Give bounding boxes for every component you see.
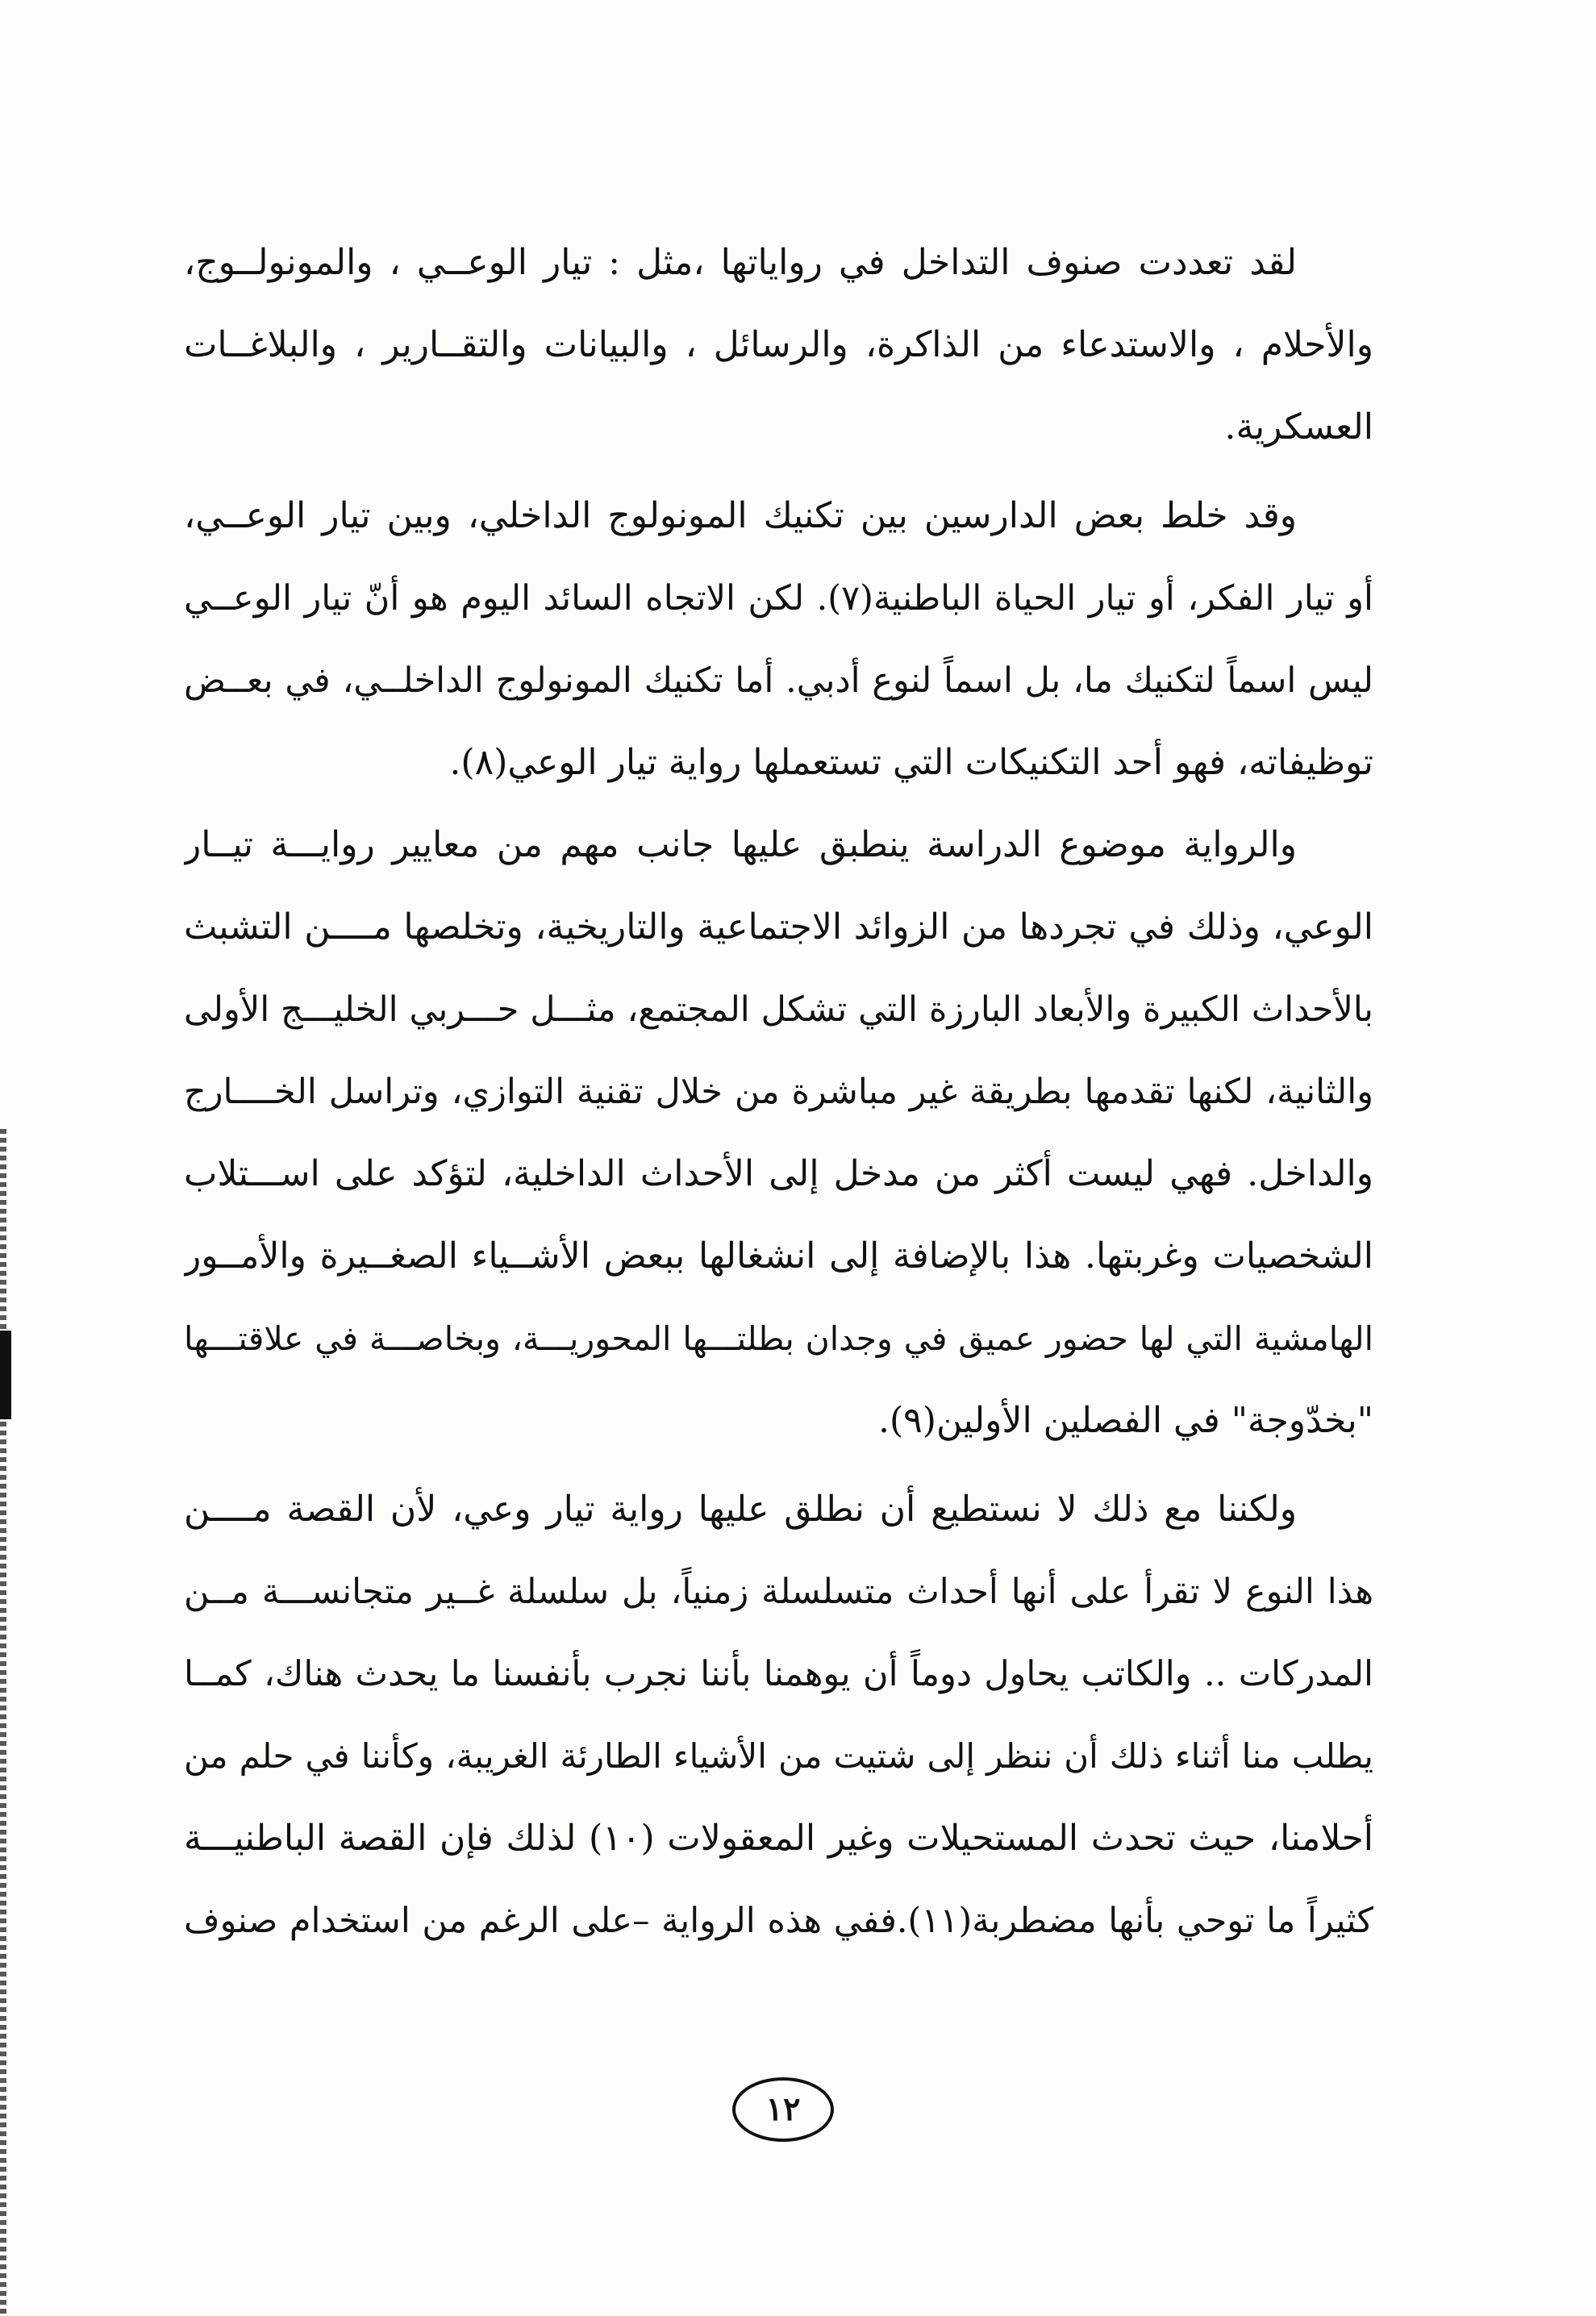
body-text <box>184 222 1373 1962</box>
text-line: الهامشية التي لها حضور عميق في وجدان بطلتـــها المحوريـــة، وبخاصـــة في علاقتـــها <box>184 1319 1373 1358</box>
text-line: بالأحداث الكبيرة والأبعاد البارزة التي تشكل المجتمع، مثـــل حـــربي الخليـــج الأولى <box>184 989 1373 1030</box>
text-line: والثانية، لكنها تقدمها بطريقة غير مباشرة من خلال تقنية التوازي، وتراسل الخــــارج <box>184 1072 1373 1112</box>
text-line: المدركات .. والكاتب يحاول دوماً أن يوهمنا بأننا نجرب بأنفسنا ما يحدث هناك، كمــا <box>184 1654 1373 1694</box>
text-line: أو تيار الفكر، أو تيار الحياة الباطنية(٧). لكن الاتجاه السائد اليوم هو أنّ تيار الوعــي <box>184 578 1373 619</box>
page-number: ١٢ <box>732 2077 834 2142</box>
text-line: أحلامنا، حيث تحدث المستحيلات وغير المعقولات (١٠) لذلك فإن القصة الباطنيـــة <box>184 1818 1373 1859</box>
text-line: وقد خلط بعض الدارسين بين تكنيك المونولوج الداخلي، وبين تيار الوعــي، <box>184 495 1297 536</box>
scan-edge-mark <box>0 1331 11 1419</box>
text-line: هذا النوع لا تقرأ على أنها أحداث متسلسلة زمنياً، بل سلسلة غــير متجانســـة مــن <box>184 1572 1373 1612</box>
text-line: "بخدّوجة" في الفصلين الأولين(٩). <box>877 1400 1373 1441</box>
paragraph <box>184 222 1373 469</box>
text-line: كثيراً ما توحي بأنها مضطربة(١١).ففي هذه الرواية –على الرغم من استخدام صنوف <box>184 1901 1373 1941</box>
text-line: لقد تعددت صنوف التداخل في رواياتها ،مثل : تيار الوعــي ، والمونولــوج، <box>184 242 1297 283</box>
paragraph <box>184 804 1373 1462</box>
text-line: يطلب منا أثناء ذلك أن ننظر إلى شتيت من الأشياء الطارئة الغريبة، وكأننا في حلم من <box>184 1736 1373 1776</box>
text-line: والأحلام ، والاستدعاء من الذاكرة، والرسائل ، والبيانات والتقــارير ، والبلاغــات <box>184 324 1373 365</box>
paragraph <box>184 475 1373 804</box>
text-line: الوعي، وذلك في تجردها من الزوائد الاجتماعية والتاريخية، وتخلصها مــــن التشبث <box>184 906 1373 948</box>
text-line: الشخصيات وغربتها. هذا بالإضافة إلى انشغالها ببعض الأشــياء الصغــيرة والأمــور <box>184 1235 1373 1277</box>
text-line: توظيفاته، فهو أحد التكنيكات التي تستعملها رواية تيار الوعي(٨). <box>449 742 1373 783</box>
text-line: ولكننا مع ذلك لا نستطيع أن نطلق عليها رواية تيار وعي، لأن القصة مــــن <box>184 1489 1297 1530</box>
scan-edge-artifact <box>0 1129 6 2314</box>
text-line: العسكرية. <box>1224 406 1373 448</box>
text-line: ليس اسماً لتكنيك ما، بل اسماً لنوع أدبي. أما تكنيك المونولوج الداخلــي، في بعــض <box>184 660 1373 701</box>
text-line: والرواية موضوع الدراسة ينطبق عليها جانب مهم من معايير روايـــة تيــار <box>184 824 1297 865</box>
paragraph <box>184 1468 1373 1962</box>
text-line: والداخل. فهي ليست أكثر من مدخل إلى الأحداث الداخلية، لتؤكد على اســـتلاب <box>184 1153 1373 1194</box>
